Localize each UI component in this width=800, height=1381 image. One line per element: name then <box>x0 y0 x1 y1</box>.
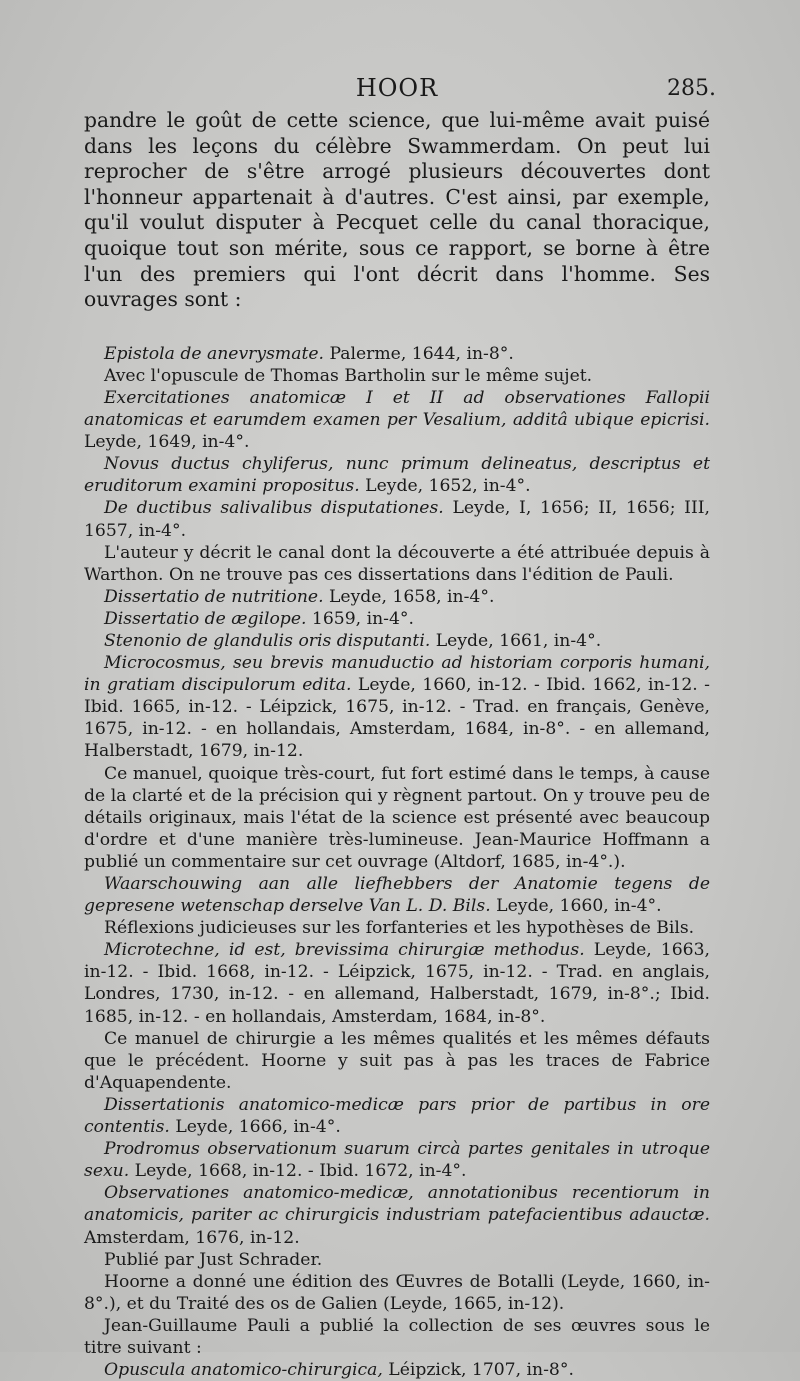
work-title: De ductibus salivalibus disputationes. <box>104 498 444 519</box>
bibliography-note <box>84 1249 710 1271</box>
bibliography-entry <box>84 1182 710 1248</box>
publication-details: Léipzick, 1707, in-8°. <box>382 1360 574 1381</box>
bibliography-entry <box>84 939 710 1027</box>
note-text: Publié par Just Schrader. <box>104 1249 323 1270</box>
bibliography-entry <box>84 387 710 453</box>
bibliography-note <box>84 1271 710 1315</box>
publication-details: Leyde, 1663, in-12. - Ibid. 1668, in-12. - Léipzick, 1675, in-12. - Trad. en anglais, Londres, 1730, in-12. - en allemand, Halberstadt, 1679, in-8°.; Ibid. 1685, in-12. - en hollandais, Amsterdam, 1684, in-8°. <box>84 940 710 1027</box>
work-title: Prodromus observationum suarum circà partes genitales in utroque sexu. <box>84 1139 710 1182</box>
bibliography-entry <box>84 630 710 652</box>
running-title: HOOR <box>355 74 439 102</box>
work-title: Stenonio de glandulis oris disputanti. <box>104 630 431 651</box>
note-text: L'auteur y décrit le canal dont la découverte a été attribuée depuis à Warthon. On ne trouve pas ces dissertations dans l'édition de Pauli. <box>84 542 710 585</box>
work-title: Observationes anatomico-medicæ, annotationibus recentiorum in anatomicis, pariter ac chirurgicis industriam patefacientibus adauctæ. <box>84 1183 710 1226</box>
publication-details: Leyde, 1649, in-4°. <box>84 432 250 453</box>
work-title: Exercitationes anatomicæ I et II ad observationes Fallopii anatomicas et earumdem examen per Vesalium, additâ ubique epicrisi. <box>84 387 710 431</box>
work-title: Epistola de anevrysmate. <box>104 343 324 364</box>
publication-details: Leyde, 1666, in-4°. <box>169 1117 341 1138</box>
publication-details: Leyde, 1652, in-4°. <box>359 476 531 497</box>
work-title: Dissertatio de nutritione. <box>104 586 324 607</box>
bibliography-entry <box>84 586 710 608</box>
bibliography-note <box>84 542 710 586</box>
work-title: Microtechne, id est, brevissima chirurgiæ methodus. <box>104 940 585 961</box>
work-title: Waarschouwing aan alle liefhebbers der Anatomie tegens de gepresene wetenschap derselve Van L. D. Bils. <box>84 874 710 917</box>
note-text: Avec l'opuscule de Thomas Bartholin sur le même sujet. <box>104 365 593 386</box>
note-text: Ce manuel de chirurgie a les mêmes qualités et les mêmes défauts que le précédent. Hoorne y suit pas à pas les traces de Fabrice d'Aquapendente. <box>84 1028 710 1093</box>
note-text: Jean-Guillaume Pauli a publié la collection de ses œuvres sous le titre suivant : <box>84 1315 710 1358</box>
bibliography-entry <box>84 453 710 497</box>
bibliography-note <box>84 1028 710 1094</box>
body-paragraph: pandre le goût de cette science, que lui-même avait puisé dans les leçons du célèbre Swammerdam. On peut lui reprocher de s'être arrogé plusieurs découvertes dont l'honneur appartenait à d'autres. C'est ainsi, par exemple, qu'il voulut disputer à Pecquet celle du canal thoracique, quoique tout son mérite, sous ce rapport, se borne à être l'un des premiers qui l'ont décrit dans l'homme. Ses ouvrages sont : <box>84 108 710 312</box>
bibliography-note <box>84 763 710 873</box>
publication-details: Leyde, 1660, in-12. - Ibid. 1662, in-12. - Ibid. 1665, in-12. - Léipzick, 1675, in-12. - Trad. en français, Genève, 1675, in-12. - en hollandais, Amsterdam, 1684, in-8°. - en allemand, Halberstadt, 1679, in-12. <box>84 675 710 762</box>
publication-details: Palerme, 1644, in-8°. <box>324 343 514 364</box>
bibliography-entry <box>84 1094 710 1138</box>
bibliography-entry <box>84 1359 710 1381</box>
bibliography-note <box>84 365 710 387</box>
work-title: Dissertatio de ægilope. <box>104 608 307 629</box>
publication-details: Leyde, 1661, in-4°. <box>430 630 602 651</box>
note-text: Ce manuel, quoique très-court, fut fort estimé dans le temps, à cause de la clarté et de la précision qui y règnent partout. On y trouve peu de détails originaux, mais l'état de la science est présenté avec beaucoup d'ordre et d'une manière très-lumineuse. Jean-Maurice Hoffmann a publié un commentaire sur cet ouvrage (Altdorf, 1685, in-4°.). <box>84 763 710 872</box>
bibliography-entry <box>84 652 710 762</box>
page-header <box>84 74 716 108</box>
page-number: 285. <box>667 76 716 101</box>
publication-details: Leyde, 1658, in-4°. <box>323 586 495 607</box>
bibliography-entry <box>84 608 710 630</box>
note-text: Hoorne a donné une édition des Œuvres de Botalli (Leyde, 1660, in-8°.), et du Traité des os de Galien (Leyde, 1665, in-12). <box>84 1271 710 1314</box>
bibliography-entry <box>84 343 710 365</box>
note-text: Réflexions judicieuses sur les forfanteries et les hypothèses de Bils. <box>104 918 695 939</box>
publication-details: Leyde, 1660, in-4°. <box>490 896 662 917</box>
bibliography-entry <box>84 873 710 917</box>
publication-details: Leyde, I, 1656; II, 1656; III, 1657, in-4°. <box>84 498 711 541</box>
bibliography-entry <box>84 497 710 541</box>
publication-details: Leyde, 1668, in-12. - Ibid. 1672, in-4°. <box>129 1161 467 1182</box>
bibliography <box>84 343 710 1381</box>
bibliography-entry <box>84 1138 710 1182</box>
publication-details: Amsterdam, 1676, in-12. <box>84 1227 300 1248</box>
work-title: Dissertationis anatomico-medicæ pars prior de partibus in ore contentis. <box>84 1094 710 1138</box>
bibliography-note <box>84 917 710 939</box>
work-title: Microcosmus, seu brevis manuductio ad historiam corporis humani, in gratiam discipulorum edita. <box>84 653 710 696</box>
publication-details: 1659, in-4°. <box>306 608 414 629</box>
work-title: Opuscula anatomico-chirurgica, <box>104 1360 383 1381</box>
work-title: Novus ductus chyliferus, nunc primum delineatus, descriptus et eruditorum examini propositus. <box>84 454 710 497</box>
book-page <box>84 74 716 1381</box>
bibliography-note <box>84 1315 710 1359</box>
